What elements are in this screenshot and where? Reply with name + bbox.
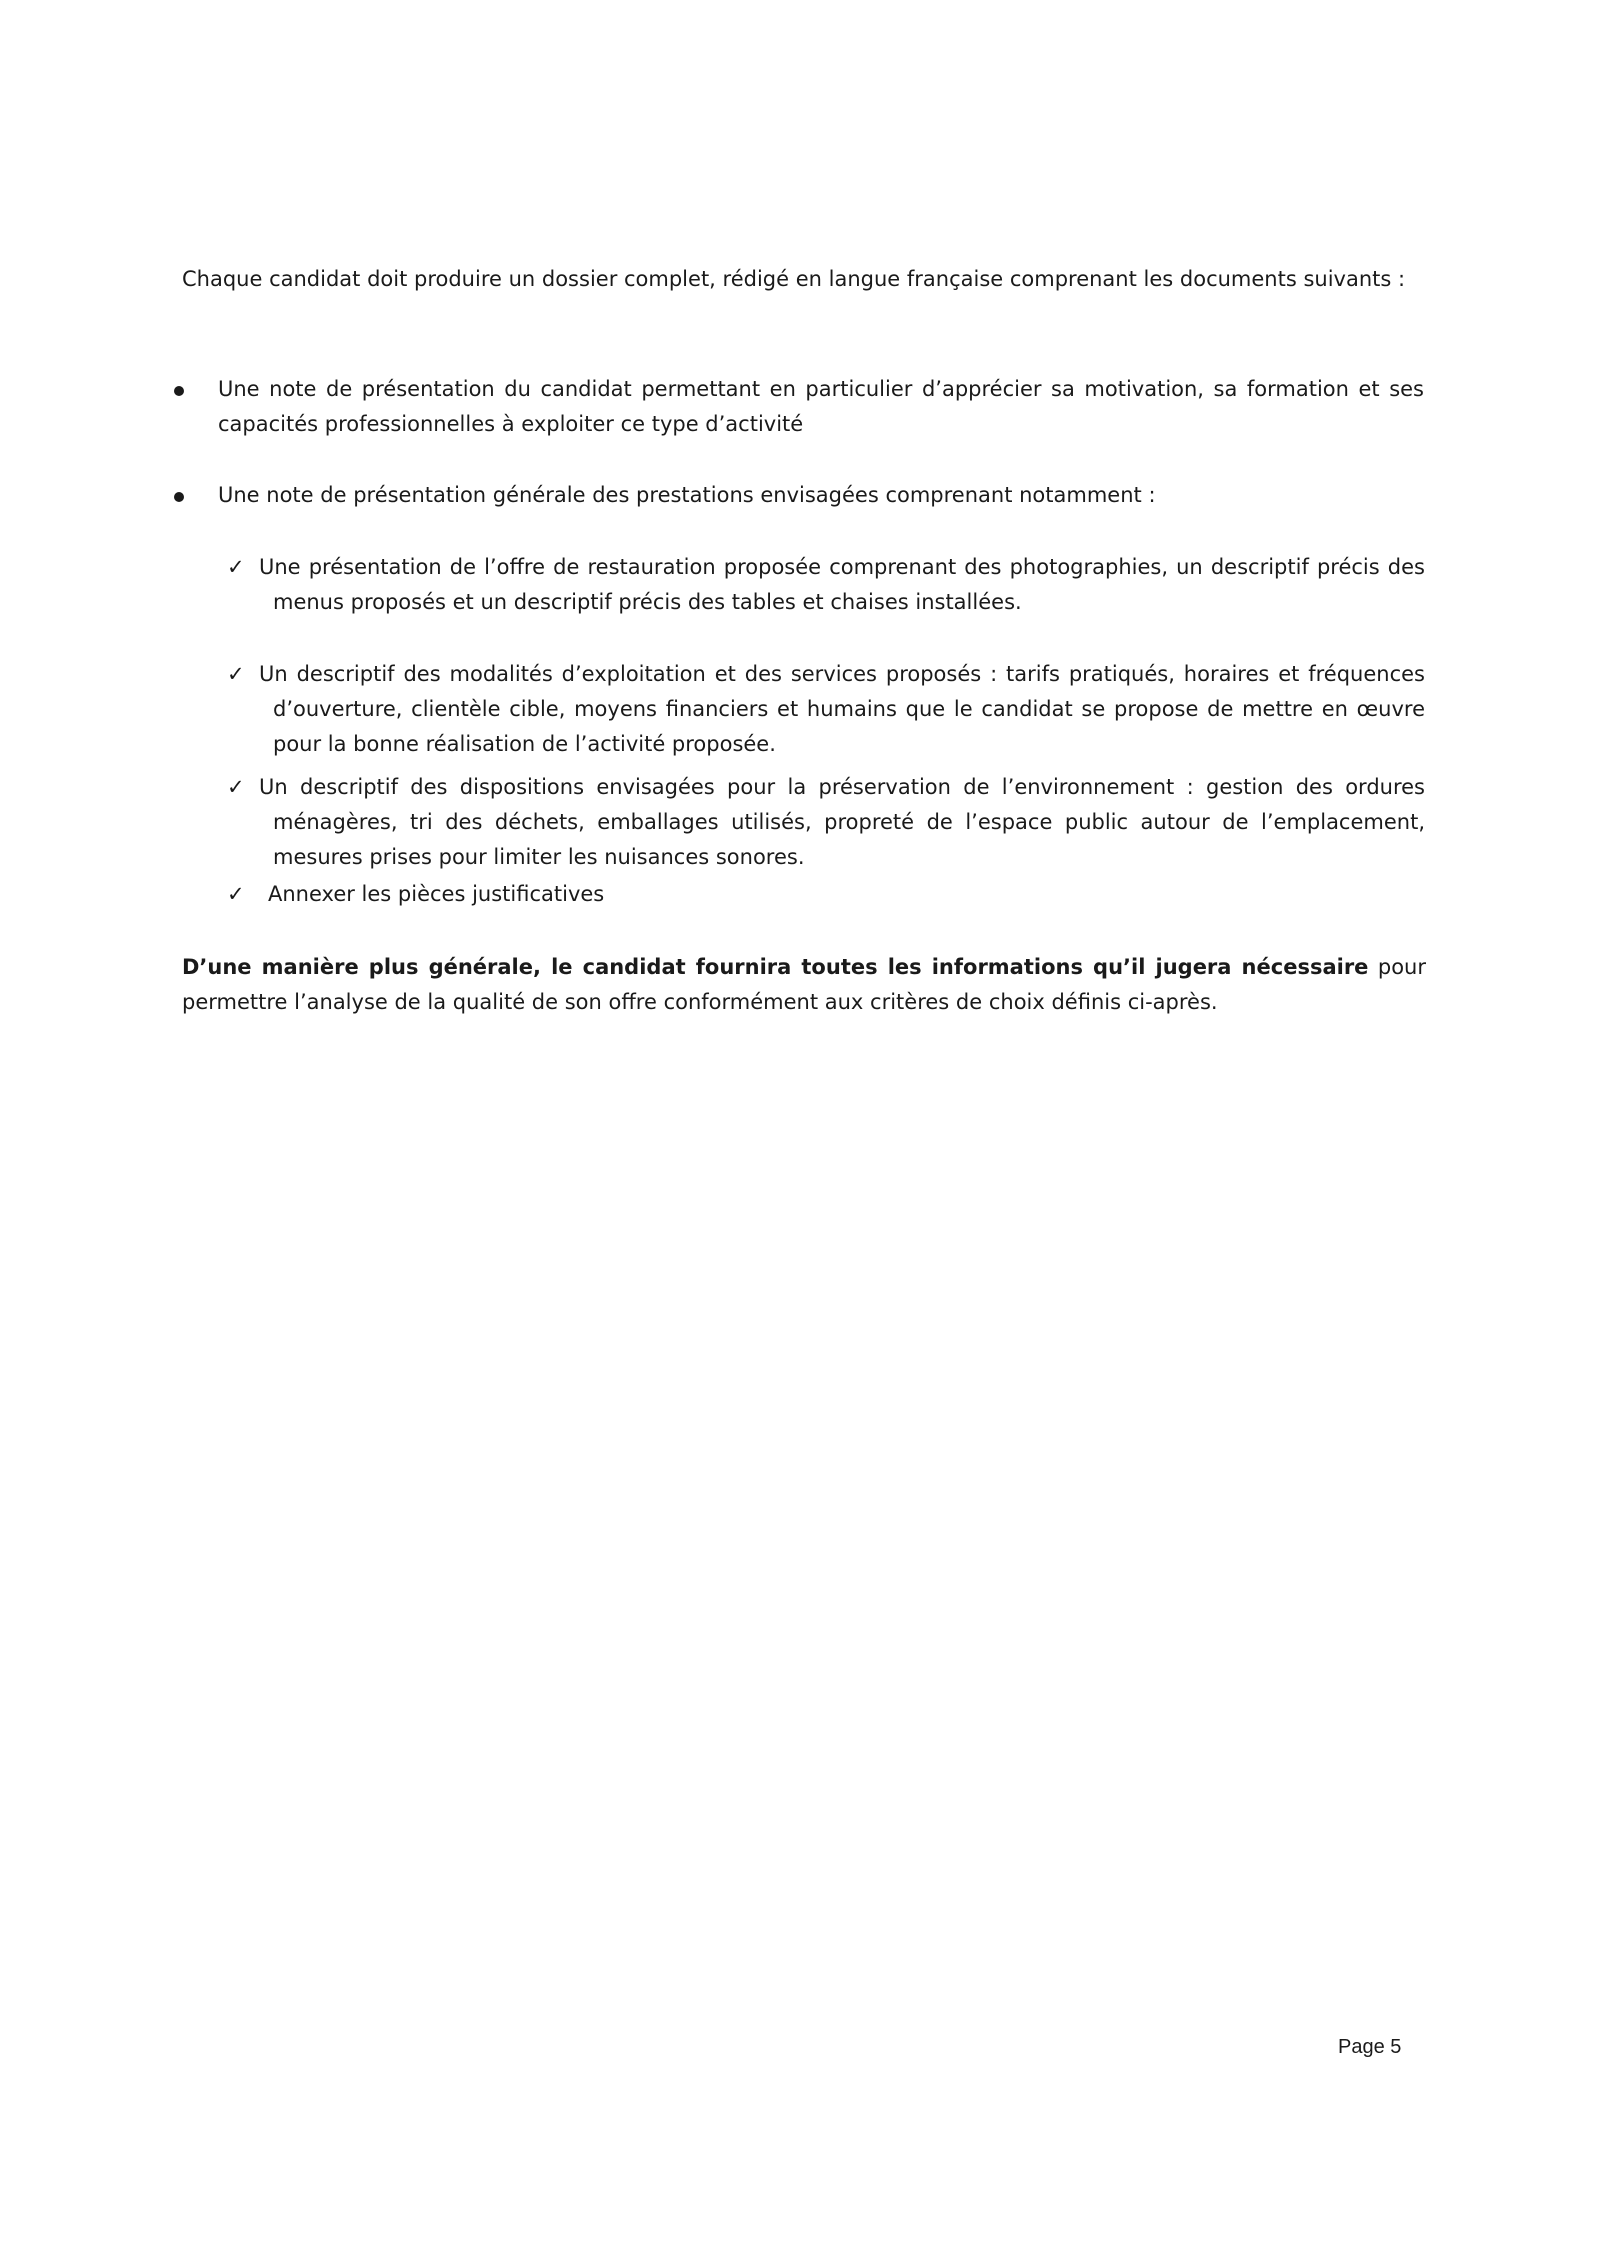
bullet-item-candidate-note: Une note de présentation du candidat permettant en particulier d’apprécier sa motivation, sa formation et ses capacités professionnelles à exploiter ce type d’activité — [218, 377, 1424, 436]
bullet-dot-icon — [174, 386, 184, 396]
checkmark-icon: ✓ — [227, 775, 245, 799]
checklist-item-restaurant-offer: Une présentation de l’offre de restauration proposée comprenant des photographies, un descriptif précis des menus proposés et un descriptif précis des tables et chaises installées. — [259, 555, 1425, 614]
checkmark-icon: ✓ — [227, 882, 245, 906]
checklist-item-operating-terms: Un descriptif des modalités d’exploitation et des services proposés : tarifs pratiqués, horaires et fréquences d’ouverture, clientèle cible, moyens financiers et humains que le candidat se propose de mettre en œuvre pour la bonne réalisation de l’activité proposée. — [259, 662, 1425, 756]
intro-paragraph: Chaque candidat doit produire un dossier complet, rédigé en langue française comprenant les documents suivants : — [182, 267, 1406, 291]
checkmark-icon: ✓ — [227, 555, 245, 579]
bullet-item-services-note: Une note de présentation générale des prestations envisagées comprenant notamment : — [218, 483, 1156, 507]
page-number: Page 5 — [1338, 2036, 1402, 2058]
checklist-item-environment: Un descriptif des dispositions envisagées pour la préservation de l’environnement : gestion des ordures ménagères, tri des déchets, emballages utilisés, propreté de l’espace public autour de l’emplacement, mesures prises pour limiter les nuisances sonores. — [259, 775, 1425, 869]
checkmark-icon: ✓ — [227, 662, 245, 686]
conclusion-paragraph — [182, 950, 1426, 1020]
conclusion-text: pour permettre l’analyse de la qualité de son offre conformément aux critères de choix définis ci-après. — [182, 955, 1427, 1014]
conclusion-bold-text: D’une manière plus générale, le candidat fournira toutes les informations qu’il jugera nécessaire — [182, 955, 1369, 979]
bullet-dot-icon — [174, 492, 184, 502]
checklist-item-attachments: Annexer les pièces justificatives — [268, 882, 605, 906]
